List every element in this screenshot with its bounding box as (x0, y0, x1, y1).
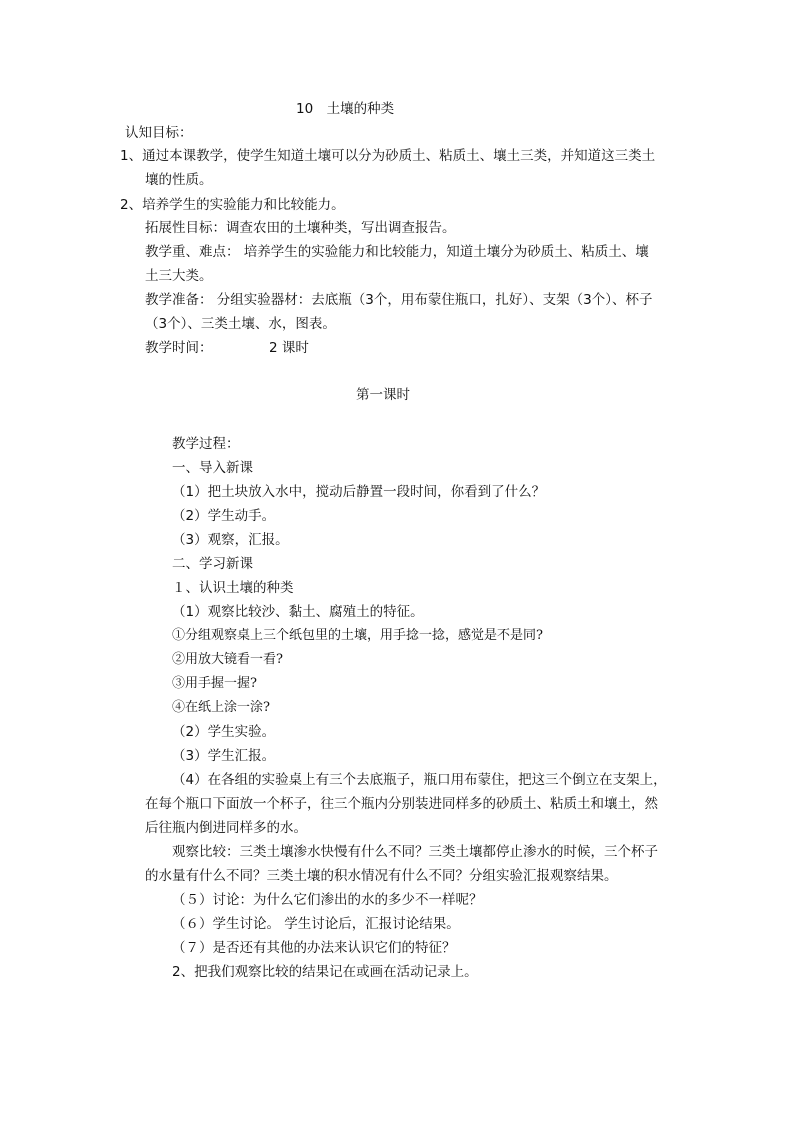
part2-step4-line2: 在每个瓶口下面放一个杯子，往三个瓶内分别装进同样多的砂质土、粘质土和壤土，然 (145, 796, 658, 812)
part2-step2: （2）学生实验。 (172, 724, 276, 740)
key-points-line1: 教学重、难点： 培养学生的实验能力和比较能力，知道土壤分为砂质土、粘质土、壤 (145, 244, 649, 260)
objectives-heading: 认知目标： (125, 125, 193, 141)
time-label: 教学时间： (145, 340, 213, 356)
discussion-step7: （７）是否还有其他的办法来认识它们的特征？ (172, 940, 456, 956)
time-value: 2 课时 (269, 340, 309, 356)
observation-item-4: ④在纸上涂一涂? (172, 700, 270, 715)
session-heading: 第一课时 (356, 387, 410, 403)
document-title: 10 土壤的种类 (296, 101, 395, 117)
objective-1-line2: 壤的性质。 (145, 172, 213, 188)
part2-step4-line3: 后往瓶内倒进同样多的水。 (145, 820, 307, 836)
observation-item-2: ②用放大镜看一看? (172, 652, 283, 667)
observation-item-1: ①分组观察桌上三个纸包里的土壤，用手捻一捻，感觉是不是同? (172, 628, 543, 643)
observe-line2: 的水量有什么不同？三类土壤的积水情况有什么不同？分组实验汇报观察结果。 (145, 868, 618, 884)
part2-heading: 二、学习新课 (172, 556, 253, 572)
observation-item-3: ③用手握一握? (172, 676, 257, 691)
observe-line1: 观察比较：三类土壤渗水快慢有什么不同？三类土壤都停止渗水的时候，三个杯子 (172, 844, 658, 860)
part1-heading: 一、导入新课 (172, 460, 253, 476)
part2-step1: （1）观察比较沙、黏土、腐殖土的特征。 (172, 604, 424, 620)
discussion-step6: （６）学生讨论。 学生讨论后，汇报讨论结果。 (172, 916, 460, 932)
part2-sub2: 2、把我们观察比较的结果记在或画在活动记录上。 (172, 964, 478, 980)
key-points-line2: 土三大类。 (145, 268, 213, 284)
part2-step4-line1: （4）在各组的实验桌上有三个去底瓶子，瓶口用布蒙住，把这三个倒立在支架上， (172, 772, 667, 788)
preparation-line2: （3个）、三类土壤、水，图表。 (145, 316, 336, 332)
preparation-line1: 教学准备： 分组实验器材：去底瓶（3个，用布蒙住瓶口，扎好）、支架（3个）、杯子 (145, 292, 653, 308)
objective-1-line1: 1、通过本课教学，使学生知道土壤可以分为砂质土、粘质土、壤土三类，并知道这三类土 (120, 148, 656, 164)
extended-goal: 拓展性目标：调查农田的土壤种类，写出调查报告。 (145, 220, 456, 236)
process-heading: 教学过程： (172, 436, 240, 452)
discussion-step5: （５）讨论：为什么它们渗出的水的多少不一样呢？ (172, 892, 483, 908)
part2-sub1: １、认识土壤的种类 (172, 580, 294, 596)
part2-step3: （3）学生汇报。 (172, 748, 276, 764)
part1-step1: （1）把土块放入水中，搅动后静置一段时间，你看到了什么？ (172, 484, 546, 500)
part1-step2: （2）学生动手。 (172, 508, 276, 524)
part1-step3: （3）观察，汇报。 (172, 532, 289, 548)
objective-2: 2、培养学生的实验能力和比较能力。 (120, 197, 345, 213)
